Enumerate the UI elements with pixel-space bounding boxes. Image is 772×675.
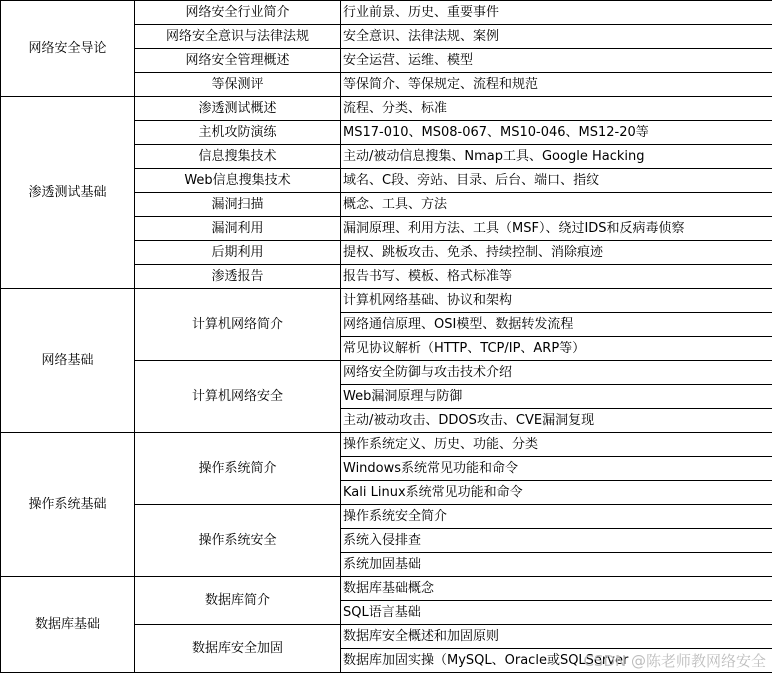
watermark-text: CSDN @陈老师教网络安全 [583,652,766,670]
content-cell: 漏洞原理、利用方法、工具（MSF）、绕过IDS和反病毒侦察 [341,217,772,241]
topic-name-cell: 渗透测试概述 [135,97,341,121]
content-cell: 提权、跳板攻击、免杀、持续控制、消除痕迹 [341,241,772,265]
content-cell: 计算机网络基础、协议和架构 [341,289,772,313]
content-cell: 数据库基础概念 [341,577,772,601]
table-row [1,289,772,313]
content-cell: 网络安全防御与攻击技术介绍 [341,361,772,385]
module-name-cell: 数据库基础 [1,577,135,673]
module-name-cell: 渗透测试基础 [1,97,135,289]
content-cell: 概念、工具、方法 [341,193,772,217]
topic-name-cell: 信息搜集技术 [135,145,341,169]
content-cell: 流程、分类、标准 [341,97,772,121]
content-cell: 安全运营、运维、模型 [341,49,772,73]
topic-name-cell: 操作系统安全 [135,505,341,577]
content-cell: 主动/被动信息搜集、Nmap工具、Google Hacking [341,145,772,169]
table-row [1,433,772,457]
topic-name-cell: Web信息搜集技术 [135,169,341,193]
topic-name-cell: 主机攻防演练 [135,121,341,145]
topic-name-cell: 数据库简介 [135,577,341,625]
content-cell: 常见协议解析（HTTP、TCP/IP、ARP等） [341,337,772,361]
table-row [1,1,772,25]
topic-name-cell: 计算机网络安全 [135,361,341,433]
content-cell: 系统加固基础 [341,553,772,577]
topic-name-cell: 等保测评 [135,73,341,97]
module-name-cell: 网络基础 [1,289,135,433]
topic-name-cell: 漏洞利用 [135,217,341,241]
content-cell: 数据库安全概述和加固原则 [341,625,772,649]
content-cell: 行业前景、历史、重要事件 [341,1,772,25]
content-cell: 主动/被动攻击、DDOS攻击、CVE漏洞复现 [341,409,772,433]
content-cell: MS17-010、MS08-067、MS10-046、MS12-20等 [341,121,772,145]
curriculum-body [1,1,772,673]
topic-name-cell: 漏洞扫描 [135,193,341,217]
content-cell: Kali Linux系统常见功能和命令 [341,481,772,505]
content-cell: 域名、C段、旁站、目录、后台、端口、指纹 [341,169,772,193]
topic-name-cell: 操作系统简介 [135,433,341,505]
content-cell: Windows系统常见功能和命令 [341,457,772,481]
topic-name-cell: 网络安全管理概述 [135,49,341,73]
content-cell: Web漏洞原理与防御 [341,385,772,409]
module-name-cell: 操作系统基础 [1,433,135,577]
content-cell: 安全意识、法律法规、案例 [341,25,772,49]
topic-name-cell: 后期利用 [135,241,341,265]
content-cell: 系统入侵排查 [341,529,772,553]
topic-name-cell: 网络安全意识与法律法规 [135,25,341,49]
content-cell: 操作系统定义、历史、功能、分类 [341,433,772,457]
content-cell: 操作系统安全简介 [341,505,772,529]
content-cell: 报告书写、模板、格式标准等 [341,265,772,289]
table-row [1,97,772,121]
topic-name-cell: 计算机网络简介 [135,289,341,361]
content-cell: 等保简介、等保规定、流程和规范 [341,73,772,97]
topic-name-cell: 网络安全行业简介 [135,1,341,25]
table-row [1,577,772,601]
content-cell: 网络通信原理、OSI模型、数据转发流程 [341,313,772,337]
topic-name-cell: 渗透报告 [135,265,341,289]
topic-name-cell: 数据库安全加固 [135,625,341,673]
module-name-cell: 网络安全导论 [1,1,135,97]
content-cell: 数据库加固实操（MySQL、Oracle或SQLServer [341,649,772,673]
content-cell: SQL语言基础 [341,601,772,625]
